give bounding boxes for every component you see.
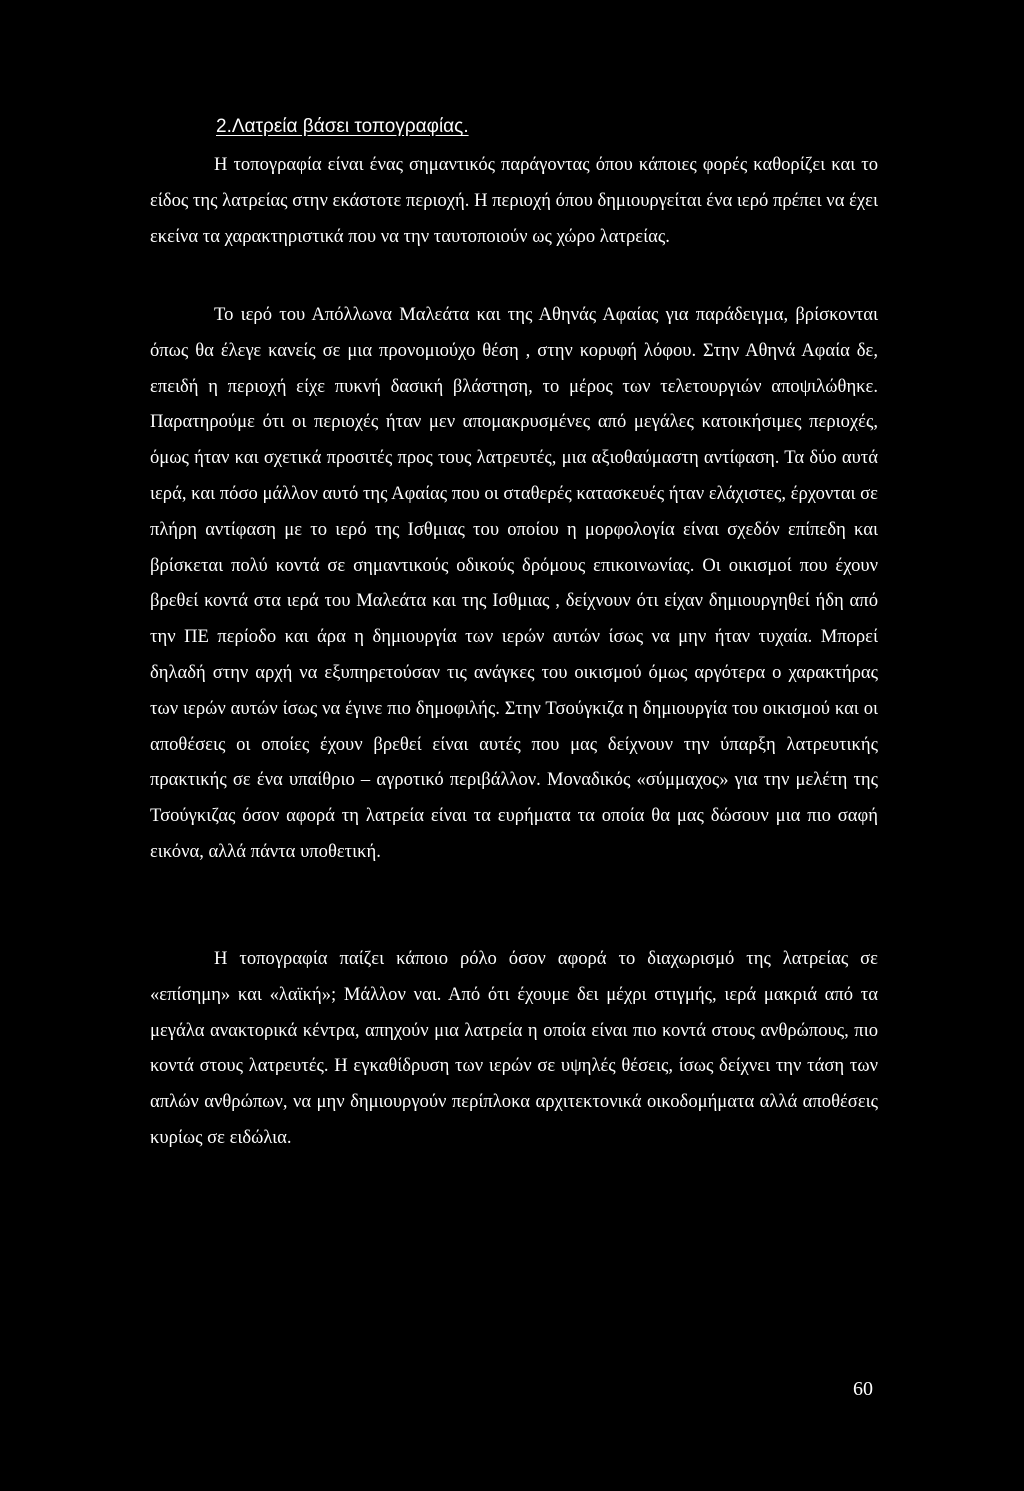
paragraph-1: Η τοπογραφία είναι ένας σημαντικός παράγοντας όπου κάποιες φορές καθορίζει και το είδος της λατρείας στην εκάστοτε περιοχή. Η περιοχή όπου δημιουργείται ένα ιερό πρέπει να έχει εκείνα τα χαρακτηριστικά που να την ταυτοποιούν ως χώρο λατρείας. <box>150 154 878 247</box>
paragraph-2: Το ιερό του Απόλλωνα Μαλεάτα και της Αθηνάς Αφαίας για παράδειγμα, βρίσκονται όπως θα έλεγε κανείς σε μια προνομιούχο θέση , στην κορυφή λόφου. Στην Αθηνά Αφαία δε, επειδή η περιοχή είχε πυκνή δασική βλάστηση, το μέρος των τελετουργιών αποψιλώθηκε. Παρατηρούμε ότι οι περιοχές ήταν μεν απομακρυσμένες από μεγάλες κατοικήσιμες περιοχές, όμως ήταν και σχετικά προσιτές προς τους λατρευτές, μια αξιοθαύμαστη αντίφαση. Τα δύο αυτά ιερά, και πόσο μάλλον αυτό της Αφαίας που οι σταθερές κατασκευές ήταν ελάχιστες, έρχονται σε πλήρη αντίφαση με το ιερό της Ισθμιας του οποίου η μορφολογία είναι σχεδόν επίπεδη και βρίσκεται πολύ κοντά σε σημαντικούς οδικούς δρόμους επικοινωνίας. Οι οικισμοί που έχουν βρεθεί κοντά στα ιερά του Μαλεάτα και της Ισθμιας , δείχνουν ότι είχαν δημιουργηθεί ήδη από την ΠΕ περίοδο και άρα η δημιουργία των ιερών αυτών ίσως να μην ήταν τυχαία. Μπορεί δηλαδή στην αρχή να εξυπηρετούσαν τις ανάγκες του οικισμού όμως αργότερα ο χαρακτήρας των ιερών αυτών ίσως να έγινε πιο δημοφιλής. Στην Τσούγκιζα η δημιουργία του οικισμού και οι αποθέσεις οι οποίες έχουν βρεθεί είναι αυτές που μας δείχνουν την ύπαρξη λατρευτικής πρακτικής σε ένα υπαίθριο – αγροτικό περιβάλλον. Μοναδικός «σύμμαχος» για την μελέτη της Τσούγκιζας όσον αφορά τη λατρεία είναι τα ευρήματα τα οποία θα μας δώσουν μια πιο σαφή εικόνα, αλλά πάντα υποθετική. <box>150 304 878 862</box>
section-heading: 2.Λατρεία βάσει τοπογραφίας. <box>216 116 469 137</box>
paragraph-3: Η τοπογραφία παίζει κάποιο ρόλο όσον αφορά το διαχωρισμό της λατρείας σε «επίσημη» και «λαϊκή»; Μάλλον ναι. Από ότι έχουμε δει μέχρι στιγμής, ιερά μακριά από τα μεγάλα ανακτορικά κέντρα, απηχούν μια λατρεία η οποία είναι πιο κοντά στους ανθρώπους, πιο κοντά στους λατρευτές. Η εγκαθίδρυση των ιερών σε υψηλές θέσεις, ίσως δείχνει την τάση των απλών ανθρώπων, να μην δημιουργούν περίπλοκα αρχιτεκτονικά οικοδομήματα αλλά αποθέσεις κυρίως σε ειδώλια. <box>150 948 878 1148</box>
page-number: 60 <box>853 1378 873 1400</box>
